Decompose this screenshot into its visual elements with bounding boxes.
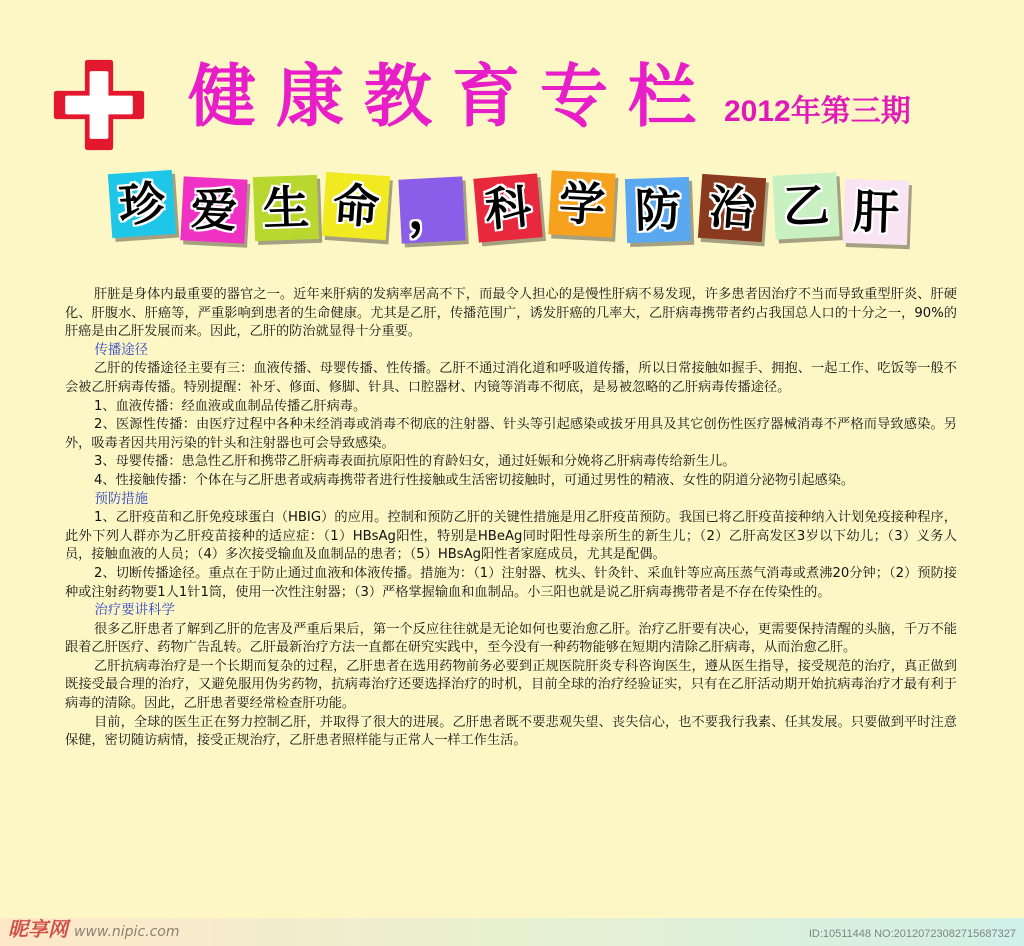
watermark-logo [8, 913, 180, 942]
section-heading-prevention: 预防措施 [94, 491, 149, 507]
paragraph: 目前，全球的医生正在努力控制乙肝，并取得了很大的进展。乙肝患者既不要悲观失望、丧失信心，也不要我行我素、任其发展。只要做到平时注意保健，密切随访病情，接受正规治疗，乙肝患者照样能与正常人一样工作生活。 [65, 714, 957, 749]
watermark-text: 昵享网 [8, 917, 68, 941]
slogan-tile [108, 170, 176, 238]
slogan-char: 爱 [189, 181, 239, 239]
slogan-char: ， [405, 179, 459, 241]
slogan-banner [110, 168, 910, 258]
slogan-tile [253, 175, 319, 241]
paragraph: 乙肝抗病毒治疗是一个长期而复杂的过程，乙肝患者在选用药物前务必要到正规医院肝炎专科咨询医生，遵从医生指导，接受规范的治疗，真正做到既接受最合理的治疗，又避免服用伪劣药物，抗病毒治疗还要选择治疗的时机，目前全球的治疗经验证实，只有在乙肝活动期开始抗病毒治疗才最有利于病毒的清除。因此，乙肝患者要经常检查肝功能。 [65, 658, 957, 712]
slogan-tile [398, 176, 465, 243]
slogan-char: 治 [707, 179, 757, 237]
section-heading-transmission: 传播途径 [94, 342, 149, 358]
section-heading-treatment: 治疗要讲科学 [94, 603, 175, 619]
issue-number: 2012年第三期 [724, 95, 911, 128]
slogan-tile [473, 173, 542, 242]
article-body [65, 286, 957, 751]
paragraph: 乙肝的传播途径主要有三：血液传播、母婴传播、性传播。乙肝不通过消化道和呼吸道传播，所以日常接触如握手、拥抱、一起工作、吃饭等一般不会被乙肝病毒传播。特别提醒：补牙、修面、修脚、针具、口腔器材、内镜等消毒不彻底，是易被忽略的乙肝病毒传播途径。 [65, 361, 957, 395]
slogan-tile [548, 170, 615, 237]
page-title: 健康教育专栏 [188, 58, 717, 137]
slogan-tile [698, 174, 766, 242]
image-id-text: ID:10511448 NO:20120723082715687327 [808, 928, 1016, 940]
paragraph: 1、乙肝疫苗和乙肝免疫球蛋白（HBIG）的应用。控制和预防乙肝的关键性措施是用乙肝疫苗预防。我国已将乙肝疫苗接种纳入计划免疫接种程序，此外下列人群亦为乙肝疫苗接种的适应症：（1）HBsAg阳性，特别是HBeAg同时阳性母亲所生的新生儿；（2）乙肝高发区3岁以下幼儿；（3）义务人员，接触血液的人员；（4）多次接受输血及血制品的患者；（5）HBsAg阳性者家庭成员，尤其是配偶。 [65, 510, 957, 563]
paragraph: 很多乙肝患者了解到乙肝的危害及严重后果后，第一个反应往往就是无论如何也要治愈乙肝。治疗乙肝要有决心，更需要保持清醒的头脑，千万不能跟着乙肝医疗、药物广告乱转。乙肝最新治疗方法一直都在研究实践中，至今没有一种药物能够在短期内清除乙肝病毒，从而治愈乙肝。 [65, 621, 957, 656]
slogan-char: 防 [634, 182, 682, 238]
slogan-tile [180, 176, 247, 243]
slogan-char: 珍 [117, 175, 167, 233]
paragraph: 1、血液传播：经血液或血制品传播乙肝病毒。 [94, 398, 367, 414]
paragraph: 2、医源性传播：由医疗过程中各种未经消毒或消毒不彻底的注射器、针头等引起感染或拔牙用具及其它创伤性医疗器械消毒不严格而导致感染。另外，吸毒者因共用污染的针头和注射器也可会导致感染。 [65, 417, 957, 451]
slogan-char: 科 [482, 179, 534, 237]
paragraph: 4、性接触传播：个体在与乙肝患者或病毒携带者进行性接触或生活密切接触时，可通过男性的精液、女性的阴道分泌物引起感染。 [94, 472, 855, 488]
intro-paragraph: 肝脏是身体内最重要的器官之一。近年来肝病的发病率居高不下，而最令人担心的是慢性肝病不易发现，许多患者因治疗不当而导致重型肝炎、肝硬化、肝腹水、肝癌等，严重影响到患者的生命健康。尤其是乙肝，传播范围广，诱发肝癌的几率大，乙肝病毒携带者约占我国总人口的十分之一，90%的肝癌是由乙肝发展而来。因此，乙肝的防治就显得十分重要。 [65, 287, 957, 340]
slogan-tile [322, 172, 390, 240]
watermark-url: www.nipic.com [74, 924, 180, 940]
slogan-tile [843, 179, 909, 245]
paragraph: 3、母婴传播：患急性乙肝和携带乙肝病毒表面抗原阳性的育龄妇女，通过妊娠和分娩将乙肝病毒传给新生儿。 [94, 454, 736, 470]
slogan-tile [772, 172, 839, 239]
slogan-char: 命 [331, 177, 381, 235]
slogan-char: 乙 [781, 177, 831, 235]
paragraph: 2、切断传播途径。重点在于防止通过血液和体液传播。措施为：（1）注射器、枕头、针灸针、采血针等应高压蒸气消毒或煮沸20分钟；（2）预防接种或注射药物要1人1针1筒，使用一次性注射器；（3）严格掌握输血和血制品。小三阳也就是说乙肝病毒携带者是不存在传染性的。 [65, 565, 957, 600]
slogan-char: 学 [557, 175, 607, 233]
slogan-tile [625, 177, 691, 243]
red-cross-icon [52, 58, 146, 152]
slogan-char: 生 [262, 180, 310, 236]
slogan-char: 肝 [852, 184, 900, 240]
